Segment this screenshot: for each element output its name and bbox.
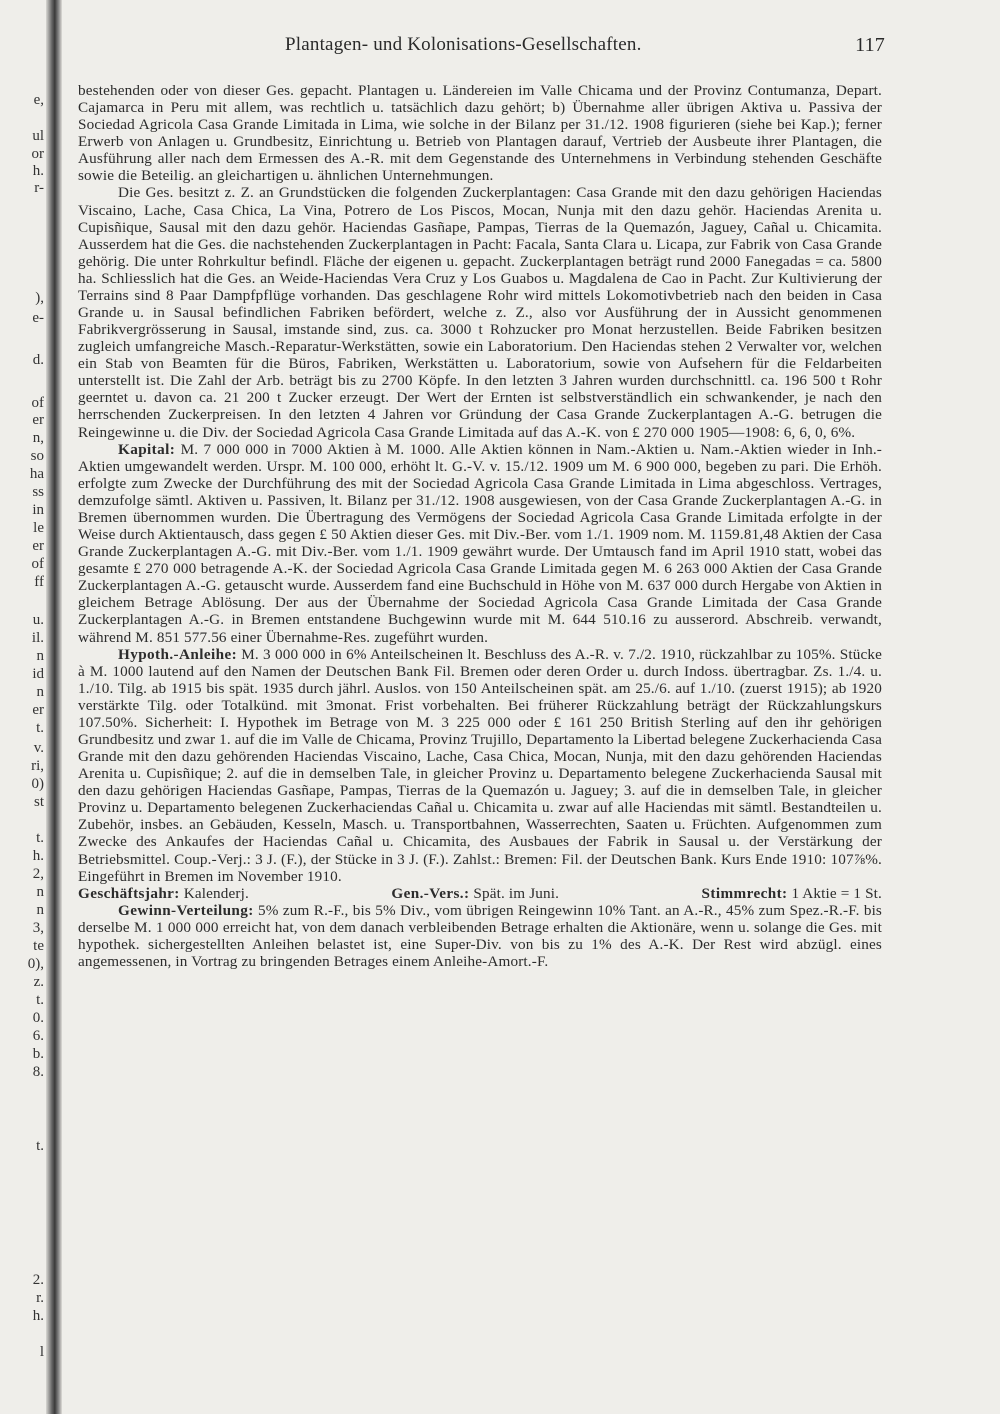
margin-fragment: 0)	[31, 776, 44, 792]
margin-fragment: r-	[34, 180, 44, 196]
section-text: Spät. im Juni.	[473, 884, 560, 902]
margin-fragment: 8.	[32, 1064, 44, 1080]
geschaeftsjahr	[78, 885, 249, 902]
margin-fragment: u.	[32, 612, 44, 628]
section-label: Stimmrecht:	[701, 884, 788, 902]
margin-fragment: 0.	[32, 1010, 44, 1026]
section-label: Geschäftsjahr:	[78, 884, 180, 902]
margin-fragment: b.	[32, 1046, 44, 1062]
section-hypoth-anleihe	[78, 646, 882, 885]
section-text: Kalenderj.	[183, 884, 249, 902]
paragraph-business-purpose	[78, 82, 882, 184]
margin-fragment: ),	[35, 290, 44, 306]
margin-fragment: n	[36, 684, 44, 700]
margin-fragment: z.	[33, 974, 44, 990]
margin-fragment: 2,	[32, 866, 44, 882]
margin-fragment: of	[31, 395, 44, 411]
margin-fragment: d.	[32, 352, 44, 368]
margin-fragment: e-	[32, 310, 44, 326]
section-text: 1 Aktie = 1 St.	[791, 884, 882, 902]
margin-fragment: er	[32, 702, 44, 718]
section-text: M. 3 000 000 in 6% Anteilscheinen lt. Beschluss des A.-R. v. 7./2. 1910, rückzahlbar zu 105%. Stücke à M. 1000 lautend auf den Namen der Deutschen Bank Fil. Bremen oder deren Order u. durch Indoss. übertragbar. Zs. 1./4. u. 1./10. Tilg. ab 1915 bis spät. 1935 durch jährl. Auslos. von 150 Anteilscheinen spät. am 25./6. auf 1./10. (zuerst 1915); ab 1920 verstärkte Tilg. oder Totalkünd. mit 3monat. Frist vorbehalten. Bei früherer Rückzahlung beträgt der Rückzahlungskurs 107.50%. Sicherheit: I. Hypothek im Betrage von M. 3 225 000 oder £ 161 250 British Sterling auf den ihr gehörigen Grundbesitz und zwar 1. auf die im Valle de Chicama, Provinz Trujillo, Departamento la Libertad belegene Zuckerhacienda Casa Grande mit den dazu gehörenden Haciendas Viscaino, Lache, Casa Chica, Mocan, Nunja, mit den dazu gehörenden Haciendas Arenita u. Cupisñique; 2. auf die in demselben Tale, in gleicher Provinz u. Departamento belegene Zuckerhacienda Sausal mit den dazu gehörigen Haciendas Gasñape, Pampas, Tierras de la Quemazón u. Jaguey; 3. auf die in demselben Tale, in gleicher Provinz u. Departamento belegenen Zuckerhaciendas Cañal u. Chicamita u. zwar auf alle Haciendas mit sämtl. Bestandteilen u. Zubehör, insbes. an Gebäuden, Kesseln, Masch. u. Transportbahnen, Wasserrechten, Saaten u. Früchten. Aufgenommen zum Zwecke des Ankaufes der Haciendas Cañal u. Chicamita, des Ausbaues der Fabrik in Sausal u. der Verstärkung der Betriebsmittel. Coup.-Verj.: 3 J. (F.), der Stücke in 3 J. (F.). Zahlst.: Bremen: Fil. der Deutschen Bank. Kurs Ende 1910: 107⅞%. Eingeführt in Bremen im November 1910.	[78, 645, 882, 885]
margin-fragment: t.	[36, 830, 44, 846]
margin-fragment: t.	[36, 1138, 44, 1154]
margin-fragment: n	[36, 884, 44, 900]
margin-fragment: ff	[34, 574, 44, 590]
margin-fragment: ul	[32, 128, 44, 144]
running-header	[75, 34, 885, 60]
margin-fragment: t.	[36, 992, 44, 1008]
header-title: Plantagen- und Kolonisations-Gesellschaften.	[285, 34, 642, 55]
margin-fragment: er	[32, 538, 44, 554]
margin-fragment: er	[32, 412, 44, 428]
section-text: M. 7 000 000 in 7000 Aktien à M. 1000. Alle Aktien können in Nam.-Aktien u. Nam.-Aktien wieder in Inh.-Aktien umgewandelt werden. Urspr. M. 100 000, erhöht lt. G.-V. v. 15./12. 1909 um M. 6 900 000, begeben zu pari. Die Erhöh. erfolgte zum Zwecke der Durchführung des mit der Sociedad Agricola Casa Grande Limitada in Lima abgeschloss. Vertrages, demzufolge sämtl. Aktiven u. Passiven, lt. Bilanz per 31./12. 1908 ausgewiesen, von der Casa Grande Zuckerplantagen A.-G. in Bremen übernommen wurden. Die Übertragung des Vermögens der Sociedad Agricola Casa Grande Limitada erfolgte in der Weise durch Aktientausch, dass gegen £ 50 Aktien dieser Ges. mit Div.-Ber. vom 1./1. 1909 nom. M. 1159.81,48 Aktien der Casa Grande Zuckerplantagen A.-G. mit Div.-Ber. vom 1./1. 1909 gewährt wurde. Der Umtausch fand im April 1910 statt, wobei das gesamte £ 270 000 betragende A.-K. der Sociedad Agricola Casa Grande Limitada gegen M. 6 263 000 Aktien der Casa Grande Zuckerplantagen A.-G. getauscht wurde. Ausserdem fand eine Buchschuld in Höhe von M. 637 000 durch Hergabe von Aktien in gleichem Betrage Ablösung. Der aus der Übernahme der Sociedad Agricola Casa Grande Limitada der Casa Grande Zuckerplantagen A.-G. in Bremen entstandene Buchgewinn wurde mit M. 644 510.16 zu ausserord. Abschreib. verwandt, während M. 851 577.56 einer Übernahme-Res. zugeführt wurden.	[78, 440, 882, 646]
margin-fragment: in	[32, 502, 44, 518]
margin-fragment: 6.	[32, 1028, 44, 1044]
paragraph-text: bestehenden oder von dieser Ges. gepacht. Plantagen u. Ländereien im Valle Chicama und der Provinz Contumanza, Depart. Cajamarca in Peru mit allem, was rechtlich u. tatsächlich dazu gehört; b) Übernahme aller übrigen Aktiva u. Passiva der Sociedad Agricola Casa Grande Limitada in Lima, wie solche in der Bilanz per 31./12. 1908 figurieren (siehe bei Kap.); ferner Erwerb von Anlagen u. Grundbesitz, Einrichtung u. Betrieb von Plantagen darauf, Vertrieb der Ausbeute ihrer Plantagen, die Ausführung aller nach dem Ermessen des A.-R. mit dem Gegenstande des Unternehmens in Verbindung stehenden Geschäfte sowie die Beteilig. an gleichartigen u. ähnlichen Unternehmungen.	[78, 82, 882, 185]
margin-fragment: r.	[36, 1290, 44, 1306]
paragraph-plantations	[78, 184, 882, 440]
stimmrecht	[702, 885, 882, 902]
margin-fragment: n	[36, 902, 44, 918]
paragraph-text: Die Ges. besitzt z. Z. an Grundstücken die folgenden Zuckerplantagen: Casa Grande mit den dazu gehörigen Haciendas Viscaino, Lache, Casa Chica, La Vina, Potrero de Los Piscos, Mocan, Nunja mit den dazu gehör. Haciendas Arenita u. Cupisñique, Sausal mit den dazu gehör. Haciendas Gasñape, Pampas, Tierras de la Quemazón, Jaguey, Cañal u. Chicamita. Ausserdem hat die Ges. die nachstehenden Zuckerplantagen in Pacht: Facala, Santa Clara u. Licapa, zur Fabrik von Casa Grande gehörig. Die unter Rohrkultur befindl. Fläche der eigenen u. gepacht. Zuckerplantagen beträgt rund 2000 Fanegadas = ca. 5800 ha. Schliesslich hat die Ges. an Weide-Haciendas Vera Cruz y Los Guabos u. Magdalena de Cao in Pacht. Zur Kultivierung der Terrains sind 8 Paar Dampfpflüge vorhanden. Das geschlagene Rohr wird mittels Lokomotivbetrieb nach den beiden in Casa Grande u. in Sausal befindlichen Fabriken befördert, welche z. Z., also vor Ausführung der in Aussicht genommenen Fabrikvergrösserung in Sausal, imstande sind, zus. ca. 3000 t Rohzucker pro Monat herzustellen. Beide Fabriken besitzen zugleich umfangreiche Masch.-Reparatur-Werkstätten, sowie ein Laboratorium. Den Haciendas stehen 2 Verwalter vor, welchen ein Stab von Beamten für die Büros, Fabriken, Werkstätten u. Laboratorium, sowie von Aufsehern für die Feldarbeiten unterstellt ist. Die Zahl der Arb. beträgt bis zu 2700 Köpfe. In den letzten 3 Jahren wurden durchschnittl. ca. 196 500 t Rohr geerntet u. davon ca. 21 200 t Zucker erzeugt. Der Wert der Ernten ist selbstverständlich ein schwankender, je nach den herrschenden Zuckerpreisen. In den letzten 4 Jahren vor Gründung der Casa Grande Zuckerplantagen A.-G. betrugen die Reingewinne u. die Div. der Sociedad Agricola Casa Grande Limitada auf das A.-K. von £ 270 000 1905—1908: 6, 6, 0, 6%.	[78, 184, 882, 441]
margin-fragment: t.	[36, 720, 44, 736]
section-label: Gen.-Vers.:	[391, 884, 470, 902]
section-kapital	[78, 441, 882, 646]
page-number: 117	[855, 34, 885, 56]
section-label: Gewinn-Verteilung:	[118, 901, 254, 919]
margin-fragment: 2.	[32, 1272, 44, 1288]
section-gewinn-verteilung	[78, 902, 882, 970]
margin-fragment: of	[31, 556, 44, 572]
margin-fragment: 0),	[27, 956, 44, 972]
margin-fragment: il.	[31, 630, 44, 646]
section-label: Kapital:	[118, 440, 176, 458]
margin-fragment: ri,	[31, 758, 44, 774]
section-label: Hypoth.-Anleihe:	[118, 645, 238, 663]
margin-fragment: l	[39, 1344, 44, 1360]
margin-fragment: v.	[33, 740, 44, 756]
gen-vers	[391, 885, 559, 902]
margin-fragment: le	[33, 520, 44, 536]
margin-fragment: n	[36, 648, 44, 664]
margin-fragment: h.	[32, 848, 44, 864]
margin-fragment: ss	[32, 484, 44, 500]
margin-fragment: ha	[29, 466, 44, 482]
section-text: 5% zum R.-F., bis 5% Div., vom übrigen Reingewinn 10% Tant. an A.-R., 45% zum Spez.-R.-F. bis derselbe M. 1 000 000 erreicht hat, von dem danach verbleibenden Betrage erhalten die Aktionäre, wenn u. solange die Ges. mit hypothek. sichergestellten Anleihen belastet ist, eine Super-Div. von bis zu 1% des A.-K. Der Rest wird abzügl. eines angemessenen, in Vortrag zu bringenden Betrages einem Anleihe-Amort.-F.	[78, 901, 882, 970]
margin-fragment: 3,	[32, 920, 44, 936]
margin-fragment: or	[31, 146, 44, 162]
book-gutter-shadow	[46, 0, 62, 1414]
fiscal-info-line	[78, 885, 882, 902]
margin-fragment: e,	[33, 92, 44, 108]
adjacent-page-margin-fragments	[0, 0, 46, 1414]
margin-fragment: so	[30, 448, 44, 464]
margin-fragment: te	[33, 938, 44, 954]
margin-fragment: n,	[32, 430, 44, 446]
article-body	[78, 82, 882, 970]
margin-fragment: h.	[32, 1308, 44, 1324]
margin-fragment: st	[33, 794, 44, 810]
margin-fragment: h.	[32, 163, 44, 179]
margin-fragment: id	[32, 666, 44, 682]
